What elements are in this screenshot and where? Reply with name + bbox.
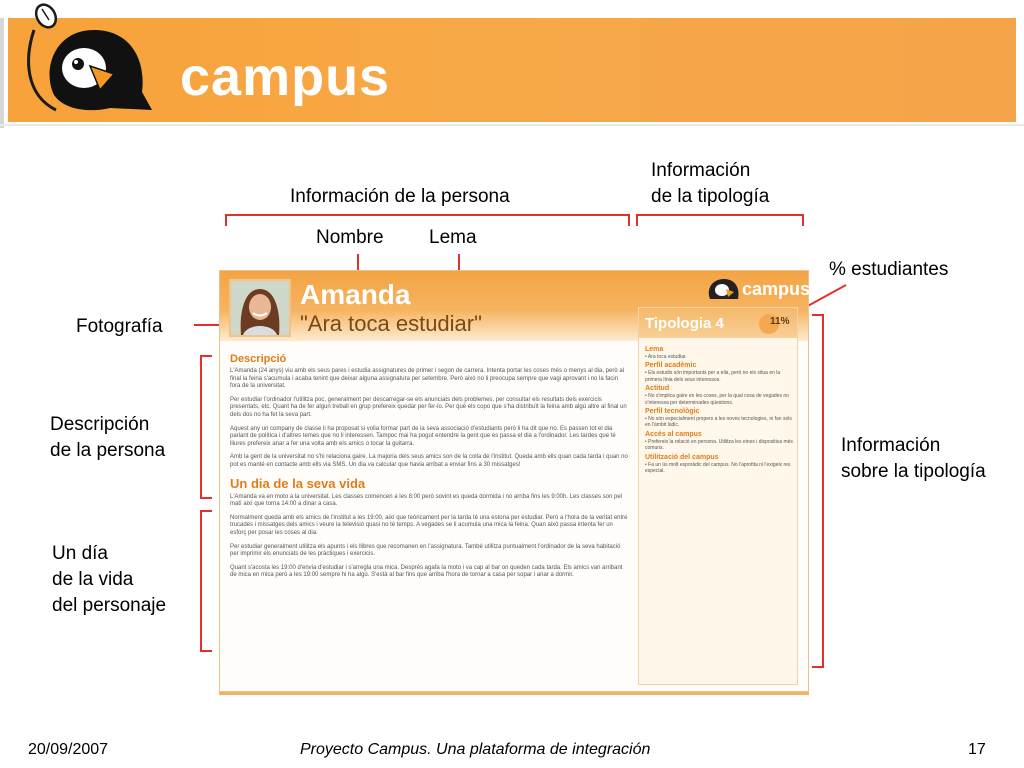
bracket-persona-left xyxy=(225,214,227,226)
side-section-text: • No són especialment propers a les noves tecnologies, ni fan sols en l'àmbit lúdic. xyxy=(645,416,792,429)
side-section-text: • Ara toca estudiar. xyxy=(645,354,687,360)
bracket-persona-right xyxy=(628,214,630,226)
day-paragraph: Per estudiar generalment utilitza els apunts i els llibres que recomanen en l'assignatura. També utilitza puntualment l'ordinador de la seva habitació per imprimir els enunciats de les pràctiques i exercicis. xyxy=(230,543,621,558)
side-section-heading: Actitud xyxy=(645,385,670,393)
side-section-heading: Perfil acadèmic xyxy=(645,362,697,370)
footer-date: 20/09/2007 xyxy=(28,741,109,758)
side-section-heading: Accés al campus xyxy=(645,430,702,438)
tipologia-content xyxy=(645,344,793,476)
penguin-mouse-logo-icon xyxy=(14,0,164,128)
side-section-text: • Fa un ús molt esporàdic del campus. No l'aprofita ni l'exigeix res especial. xyxy=(645,461,791,475)
annotation-informacion-persona: Información de la persona xyxy=(290,186,510,207)
description-paragraph: Aquest any un company de classe li ha proposat si volia formar part de la seva associació d'estudiants però li ha dit que no. Es passen tot el dia parlant de política i d'altres temes que no li interessen. Tampoc mai ha pogut entendre la gent que es passa el dia a l'ordinador. Les tardes que té lliures prefereix anar a fer una volta amb els amics o tocar la guitarra. xyxy=(230,425,616,447)
bracket-sobre-side xyxy=(822,314,824,668)
person-photo-icon xyxy=(231,281,289,335)
side-section-text: • Els estudis són importants per a ella, però no els situa en la primera línia dels seus interessos. xyxy=(645,370,781,383)
bracket-tipologia-top xyxy=(636,214,804,216)
annotation-lema: Lema xyxy=(429,227,477,248)
bracket-tipologia-right xyxy=(802,214,804,226)
header-left-rule xyxy=(0,18,4,128)
day-paragraph: Quant s'acosta les 19:00 d'envia d'estudiar i s'arregla una mica. Després agafa la moto i va cap al bar on queden cada tarda. Els amics van arribant de mica en mica però a les 19:00 sempre hi ha algú. S'està al bar fins que arriba l'hora de tornar a casa per sopar i anar a dormir. xyxy=(230,564,623,579)
side-section-heading: Perfil tecnològic xyxy=(645,408,700,416)
annotation-descripcion: Descripción de la persona xyxy=(50,414,166,461)
mockup-main-column xyxy=(230,353,630,586)
description-paragraph: Per estudiar l'ordinador l'utilitza poc, generalment per descarregar-se els anunciats dels problemes, per consultar els resultats dels exercicis presentats, etc. Quant ha de fer algun treball en grup prefereix quedar per fer-lo. Per què els copo que s'ha distribuït la feina amb algú altre al final un dels dos no ha fet la seva part. xyxy=(230,396,627,418)
bracket-descripcion-bottom xyxy=(200,497,212,499)
annotation-sobre-tipologia: Información sobre la tipología xyxy=(841,435,986,482)
side-section-heading: Utilització del campus xyxy=(645,453,719,461)
description-paragraph: L'Amanda (24 anys) viu amb els seus pares i estudia assignatures de primer i segon de carrera. Intenta portar les coses més o menys al dia, però al final la feina s'acumula i acaba tenint que deixar alguna assignatura per setembre. Però això no li preocupa sempre que vagi aprovant i no la facin fora de la universitat. xyxy=(230,368,625,390)
footer-title: Proyecto Campus. Una plataforma de integración xyxy=(300,741,651,758)
page-number: 17 xyxy=(968,741,986,758)
bracket-persona-top xyxy=(225,214,630,216)
annotation-un-dia: Un día de la vida del personaje xyxy=(52,543,167,616)
bracket-descripcion-side xyxy=(200,355,202,499)
profile-photo xyxy=(229,279,291,337)
side-section-text: • No s'implica gaire en les coses, per la qual cosa de vegades no s'interessa per determinades qüestions. xyxy=(645,393,789,406)
description-paragraph: Amb la gent de la universitat no s'hi relaciona gaire. La majoria dels seus amics son de la colla de l'institut. Queda amb ells quan cada tarda i quan no pot es manté en contacte amb ells via SMS. Un dia va calcular que havia arribat a enviar fins a 30 missatges! xyxy=(230,454,628,468)
annotation-informacion-tipologia: Información de la tipología xyxy=(651,160,770,207)
side-section-text: • Prefereix la relació en persona. Utilitza les eines i dispositius més comuns. xyxy=(645,438,793,452)
profile-mockup xyxy=(219,270,809,692)
brand-wordmark: campus xyxy=(180,47,391,107)
day-paragraph: Normalment queda amb els amics de l'institut a les 19:00, així que teòricament per la tarda té una estona per estudiar. Però a l'hora de la veritat entre trucades i missatges dels amics i veure la televisió quasi no té temps. A vegades se li acumula una mica la feina. Quan això passa intenta fer un esforç per posar les coses al dia. xyxy=(230,514,628,536)
bracket-tipologia-left xyxy=(636,214,638,226)
side-section-heading: Lema xyxy=(645,346,664,353)
day-paragraph: L'Amanda va en moto a la universitat. Les classes comencen a les 8:00 però sovint es queda dormida i no arriba fins les 9:00h. Les classes son pel matí així que torna 14:00 a dinar a casa. xyxy=(230,493,623,508)
mockup-person-name: Amanda xyxy=(300,279,411,310)
bracket-dia-side xyxy=(200,510,202,652)
tipologia-panel xyxy=(638,307,798,685)
bracket-dia-bottom xyxy=(200,650,212,652)
mockup-person-motto: "Ara toca estudiar" xyxy=(300,311,482,336)
annotation-estudiantes: % estudiantes xyxy=(829,259,949,280)
tipologia-title: Tipologia 4 xyxy=(645,315,724,332)
day-title: Un dia de la seva vida xyxy=(230,475,366,491)
annotation-fotografia: Fotografía xyxy=(76,316,163,337)
bracket-sobre-bottom xyxy=(812,666,824,668)
mini-brand: campus xyxy=(742,279,811,299)
annotation-nombre: Nombre xyxy=(316,227,384,248)
description-title: Descripció xyxy=(230,353,287,365)
tipologia-percentage: 11% xyxy=(770,316,790,327)
